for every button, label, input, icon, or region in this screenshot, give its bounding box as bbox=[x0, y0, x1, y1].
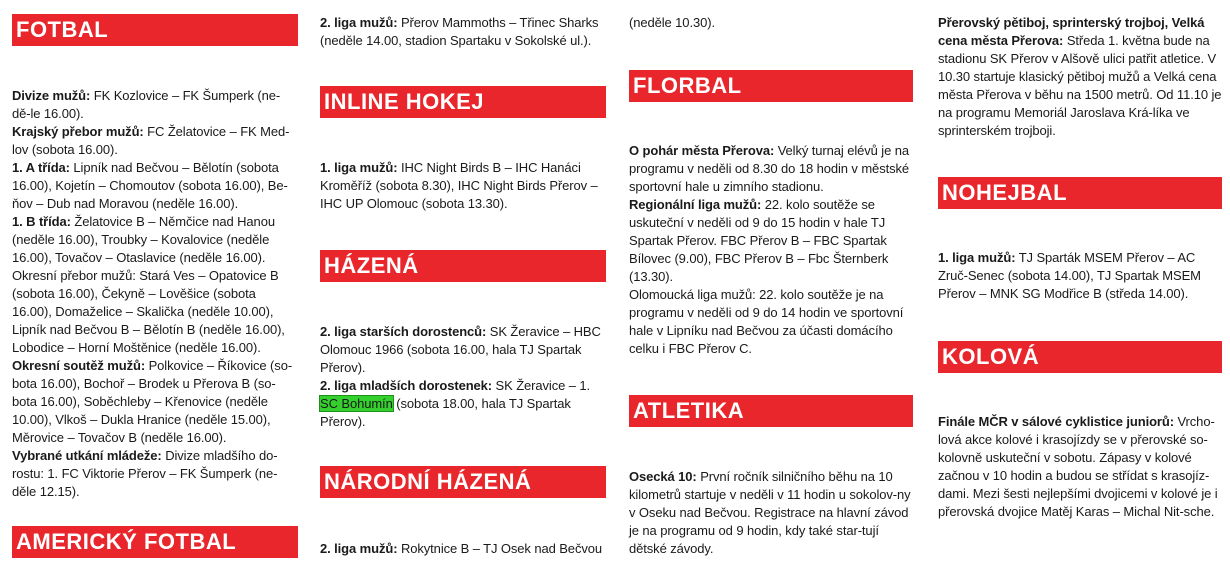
text-liga-inline: IHC Night Birds B – IHC Hanáci Kroměříž (sobota 8.30), IHC Night Birds Přerov – IHC UP Olomouc (sobota 13.30). bbox=[320, 160, 598, 211]
article-text-florbal bbox=[629, 142, 913, 358]
highlighted-text-sc-bohumin: SC Bohumín bbox=[320, 396, 393, 411]
label-liga-narodni: 2. liga mužů: bbox=[320, 541, 398, 556]
text-liga-muzu-af: Přerov Mammoths – Třinec Sharks (neděle 14.00, stadion Spartaku v Sokolské ul.). bbox=[320, 15, 599, 48]
text-vybrane: Divize mladšího do-rostu: 1. FC Viktorie Přerov – FK Šumperk (ne-děle 12.15). bbox=[12, 448, 278, 499]
text-petiboj: Středa 1. května bude na stadionu SK Přerov v Alšově ulici patřit atletice. V 10.30 startuje klasický pětiboj mužů a Velká cena města Přerova v běhu na 1500 metrů. Od 11.10 je na programu Memoriál Jaroslava Krá-líka ve sprinterském trojboji. bbox=[938, 33, 1222, 138]
label-liga-inline: 1. liga mužů: bbox=[320, 160, 398, 175]
text-okresni-prebor: Okresní přebor mužů: Stará Ves – Opatovice B (sobota 16.00), Čekyně – Lověšice (sobota 16.00), Domaželice – Skalička (neděle 10.00), Lipník nad Bečvou B – Bělotín B (neděle 16.00), Lobodice – Horní Moštěnice (neděle 16.00). bbox=[12, 268, 285, 355]
label-b-trida: 1. B třída: bbox=[12, 214, 71, 229]
text-olomoucka: Olomoucká liga mužů: 22. kolo soutěže je na programu v neděli od 9 do 14 hodin ve sportovní hale v Lipníku nad Bečvou za účasti domácího celku i FBC Přerov C. bbox=[629, 287, 904, 356]
text-liga-narodni: Rokytnice B – TJ Osek nad Bečvou bbox=[400, 541, 603, 556]
label-petiboj: Přerovský pětiboj, sprinterský trojboj, Velká cena města Přerova: bbox=[938, 15, 1205, 48]
section-header-americky-fotbal: AMERICKÝ FOTBAL bbox=[12, 526, 298, 558]
article-text-nohejbal bbox=[938, 249, 1222, 303]
text-b-trida: Želatovice B – Němčice nad Hanou (neděle 16.00), Troubky – Kovalovice (neděle 16.00), Tovačov – Otaslavice (neděle 16.00). bbox=[12, 214, 275, 265]
section-header-nohejbal: NOHEJBAL bbox=[938, 177, 1222, 209]
continued-text-top: (neděle 10.30). bbox=[629, 15, 715, 30]
label-liga-muzu-af: 2. liga mužů: bbox=[320, 15, 398, 30]
label-vybrane: Vybrané utkání mládeže: bbox=[12, 448, 162, 463]
label-okresni-soutez: Okresní soutěž mužů: bbox=[12, 358, 146, 373]
label-a-trida: 1. A třída: bbox=[12, 160, 70, 175]
label-regionalni: Regionální liga mužů: bbox=[629, 197, 762, 212]
text-mladsi-b: (sobota 18.00, hala TJ Spartak Přerov). bbox=[320, 396, 571, 429]
text-pohar: Velký turnaj elévů je na programu v neděli od 8.30 do 18 hodin v městské sportovní hale u zimního stadionu. bbox=[629, 143, 910, 194]
text-liga-nohejbal: TJ Sparták MSEM Přerov – AC Zruč-Senec (sobota 14.00), TJ Spartak MSEM Přerov – MNK SG Modřice B (středa 14.00). bbox=[938, 250, 1201, 301]
section-header-hazena: HÁZENÁ bbox=[320, 250, 606, 282]
text-finale: Vrcho-lová akce kolové i krasojízdy se v přerovské so-kolovně uskuteční v sobotu. Zápasy v kolové začnou v 10 hodin a budou se střídat s krasojíz-dami. Mezi šesti nejlepšími dvojicemi v kolové je i přerovská dvojice Matěj Karas – Michal Nit-sche. bbox=[938, 414, 1218, 519]
label-mladsi: 2. liga mladších dorostenek: bbox=[320, 378, 493, 393]
text-osecka: První ročník silničního běhu na 10 kilometrů startuje v neděli v 11 hodin u sokolov-ny v Oseku nad Bečvou. Registrace na hlavní závod je na programu od 9 hodin, kdy také star-tují dětské závody. bbox=[629, 469, 911, 556]
article-text-kolova bbox=[938, 413, 1222, 521]
section-header-inline-hokej: INLINE HOKEJ bbox=[320, 86, 606, 118]
article-text-petiboj bbox=[938, 14, 1222, 140]
text-okresni-soutez: Polkovice – Říkovice (so-bota 16.00), Bochoř – Brodek u Přerova B (so-bota 16.00), Soběchleby – Křenovice (neděle 10.00), Vlkoš – Dukla Hranice (neděle 15.00), Měrovice – Tovačov B (neděle 16.00). bbox=[12, 358, 293, 445]
text-regionalni: 22. kolo soutěže se uskuteční v neděli od 9 do 15 hodin v hale TJ Spartak Přerov. FBC Přerov B – FBC Spartak Bílovec (9.00), FBC Přerov B – Fbc Šternberk (13.30). bbox=[629, 197, 889, 284]
article-text-americky-fotbal bbox=[320, 14, 606, 50]
section-header-kolova: KOLOVÁ bbox=[938, 341, 1222, 373]
label-finale: Finále MČR v sálové cyklistice juniorů: bbox=[938, 414, 1174, 429]
article-text-narodni-hazena bbox=[320, 540, 606, 558]
label-starsi: 2. liga starších dorostenců: bbox=[320, 324, 487, 339]
text-divize: FK Kozlovice – FK Šumperk (ne-dě-le 16.00). bbox=[12, 88, 281, 121]
section-header-florbal: FLORBAL bbox=[629, 70, 913, 102]
text-mladsi-a: SK Žeravice – 1. bbox=[495, 378, 591, 393]
label-osecka: Osecká 10: bbox=[629, 469, 697, 484]
article-text-fotbal bbox=[12, 87, 298, 501]
article-text-hazena bbox=[320, 323, 606, 431]
text-a-trida: Lipník nad Bečvou – Bělotín (sobota 16.00), Kojetín – Chomoutov (sobota 16.00), Be-ňov – Dub nad Moravou (neděle 16.00). bbox=[12, 160, 288, 211]
label-krajsky: Krajský přebor mužů: bbox=[12, 124, 144, 139]
article-text-atletika bbox=[629, 468, 913, 558]
label-pohar: O pohár města Přerova: bbox=[629, 143, 775, 158]
text-krajsky: FC Želatovice – FK Med-lov (sobota 16.00). bbox=[12, 124, 290, 157]
article-text-inline-hokej bbox=[320, 159, 606, 213]
label-liga-nohejbal: 1. liga mužů: bbox=[938, 250, 1016, 265]
section-header-fotbal: FOTBAL bbox=[12, 14, 298, 46]
label-divize: Divize mužů: bbox=[12, 88, 91, 103]
text-starsi: SK Žeravice – HBC Olomouc 1966 (sobota 16.00, hala TJ Spartak Přerov). bbox=[320, 324, 601, 375]
section-header-atletika: ATLETIKA bbox=[629, 395, 913, 427]
section-header-narodni-hazena: NÁRODNÍ HÁZENÁ bbox=[320, 466, 606, 498]
